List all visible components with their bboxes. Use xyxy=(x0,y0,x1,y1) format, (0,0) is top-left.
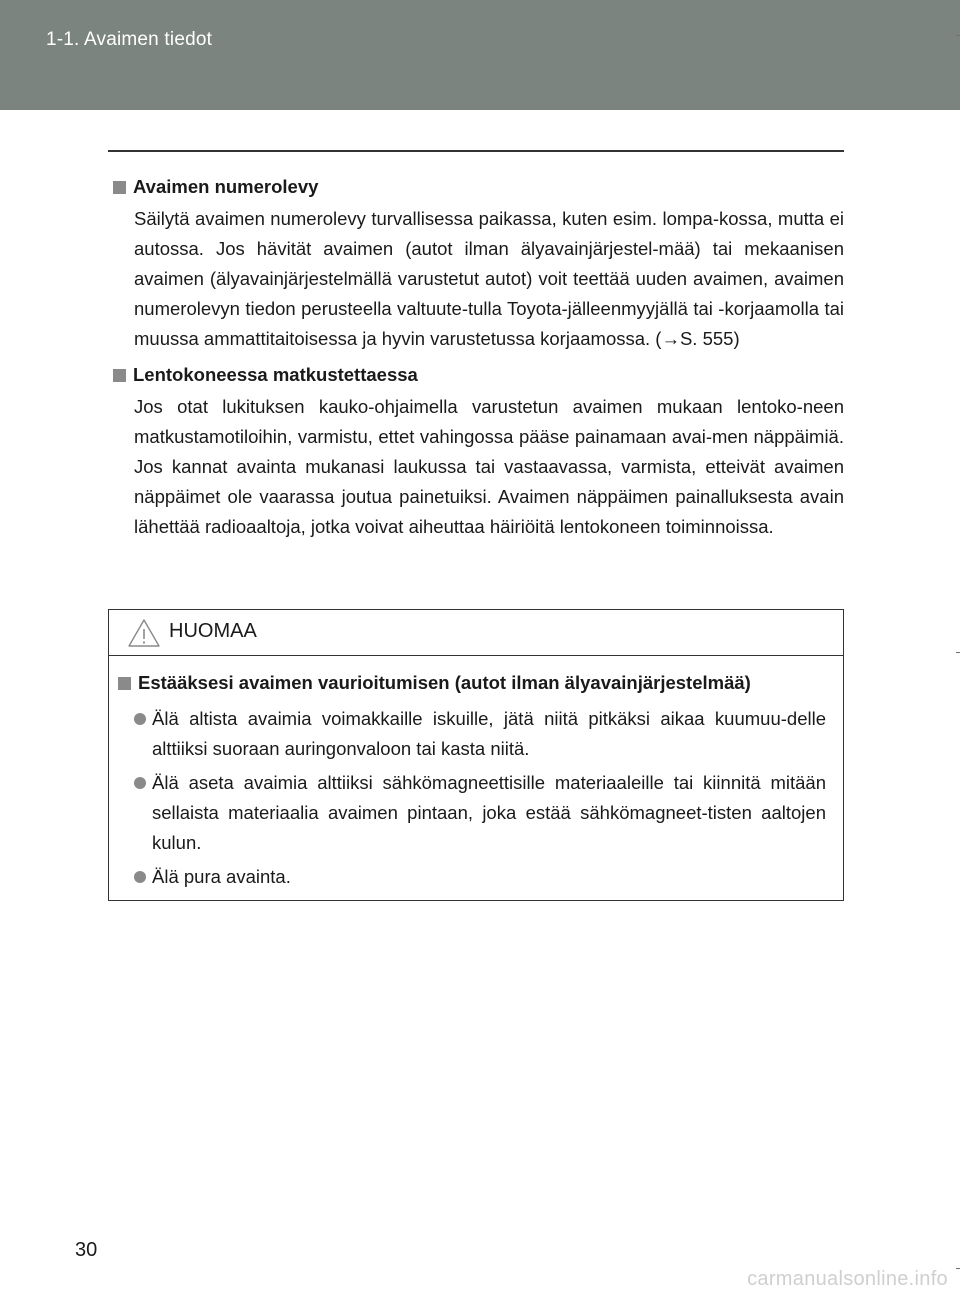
notice-bullet-text: Älä altista avaimia voimakkaille iskuille, jätä niitä pitkäksi aikaa kuumuu-delle alttiiksi suoraan auringonvaloon tai kasta niitä. xyxy=(152,708,826,759)
section-heading xyxy=(108,170,844,204)
notice-bullet-text: Älä pura avainta. xyxy=(152,866,291,887)
notice-box xyxy=(108,609,844,901)
notice-bullet xyxy=(134,768,826,858)
section-heading-text: Avaimen numerolevy xyxy=(133,176,319,197)
page-number: 30 xyxy=(75,1239,98,1261)
square-bullet-icon xyxy=(113,181,126,194)
arrow-icon: → xyxy=(661,328,680,349)
crop-mark xyxy=(956,1268,960,1269)
square-bullet-icon xyxy=(118,677,131,690)
page-reference-link[interactable]: S. 555) xyxy=(679,328,740,349)
crop-mark xyxy=(956,652,960,653)
section-body: Jos otat lukituksen kauko-ohjaimella varustetun avaimen mukaan lentoko-neen matkustamotiloihin, varmistu, ettet vahingossa pääse painamaan avai-men näppäimiä. Jos kannat avainta mukanasi laukussa tai vastaavassa, varmista, etteivät avaimen näppäimet ole vaarassa joutua painetuiksi. Avaimen näppäimen painalluksesta avain lähettää radioaaltoja, jotka voivat aiheuttaa häiriöitä lentokoneen toiminnoissa. xyxy=(134,396,844,537)
section-label: 1-1. Avaimen tiedot xyxy=(46,29,213,50)
body-text: Säilytä avaimen numerolevy turvallisessa paikassa, kuten esim. lompa-kossa, mutta ei autossa. Jos hävität avaimen (autot ilman älyavainjärjestel-mää) tai mekaanisen avaimen (älyavainjärjestelmällä varustetut autot) voit teettää uuden avaimen, avaimen numerolevyn tiedon perusteella valtuute-tulla Toyota-jälleenmyyjällä tai -korjaamolla tai muussa ammattitaitoisessa ja hyvin varustetussa korjaamossa. ( xyxy=(134,208,844,349)
section-heading xyxy=(108,358,844,392)
notice-title: HUOMAA xyxy=(169,620,257,642)
crop-mark xyxy=(956,35,960,36)
header-band xyxy=(0,0,960,110)
watermark: carmanualsonline.info xyxy=(747,1268,948,1290)
section-body xyxy=(134,204,844,354)
notice-header xyxy=(109,610,843,656)
notice-heading xyxy=(113,666,826,700)
notice-bullet xyxy=(134,704,826,764)
notice-heading-text: Estääksesi avaimen vaurioitumisen (autot ilman älyavainjärjestelmää) xyxy=(138,672,751,693)
notice-body xyxy=(109,656,843,892)
square-bullet-icon xyxy=(113,369,126,382)
warning-triangle-icon xyxy=(127,618,161,648)
round-bullet-icon xyxy=(134,777,146,789)
notice-bullet xyxy=(134,862,826,892)
round-bullet-icon xyxy=(134,871,146,883)
top-rule xyxy=(108,150,844,152)
round-bullet-icon xyxy=(134,713,146,725)
main-content xyxy=(108,170,844,542)
section-heading-text: Lentokoneessa matkustettaessa xyxy=(133,364,418,385)
notice-bullet-text: Älä aseta avaimia alttiiksi sähkömagneettisille materiaaleille tai kiinnitä mitään sellaista materiaalia avaimen pintaan, joka estää sähkömagneet-tisten aaltojen kulun. xyxy=(152,772,826,853)
